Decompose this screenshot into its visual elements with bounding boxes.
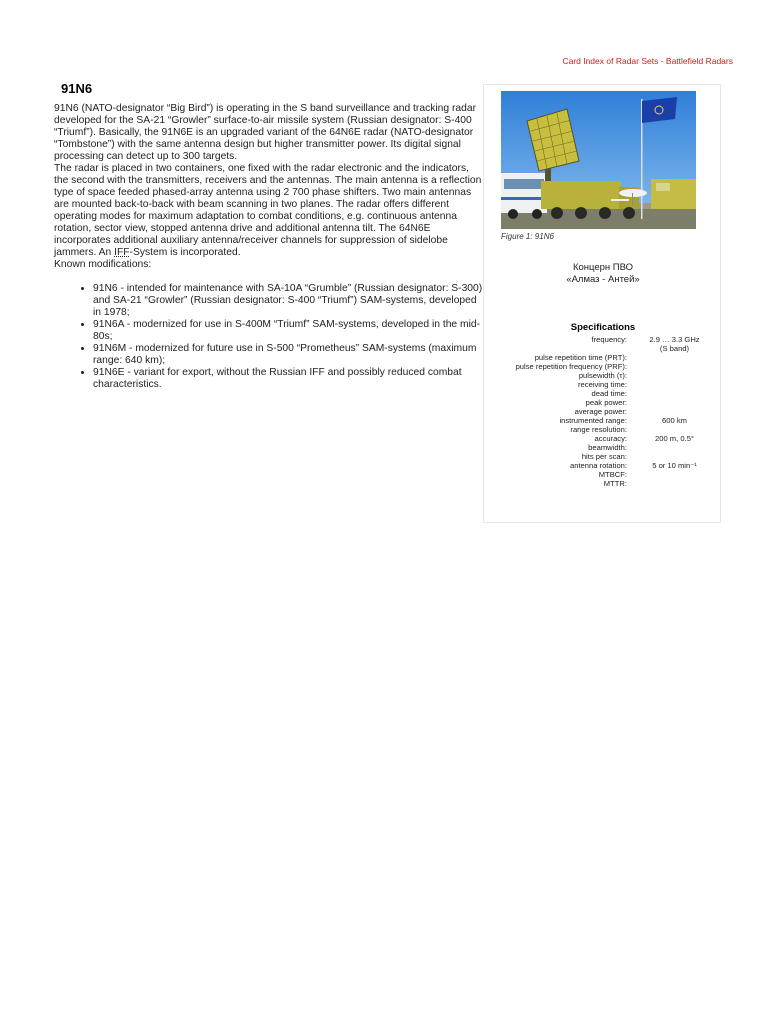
table-row xyxy=(484,335,722,353)
radar-photo-image xyxy=(501,91,696,229)
spec-value xyxy=(627,470,722,479)
spec-value xyxy=(627,389,722,398)
spec-value xyxy=(627,398,722,407)
table-row xyxy=(484,362,722,371)
spec-label: pulse repetition frequency (PRF): xyxy=(515,362,627,371)
spec-label: instrumented range: xyxy=(559,416,627,425)
table-row xyxy=(484,443,722,452)
spec-value xyxy=(627,353,722,362)
spec-label: pulse repetition time (PRT): xyxy=(534,353,627,362)
specs-sidebar xyxy=(483,84,721,523)
spec-label: frequency: xyxy=(591,335,627,344)
list-item: • 91N6E - variant for export, without the Russian IFF and possibly reduced combat characteristics. xyxy=(93,367,484,391)
spec-value: 200 m, 0.5° xyxy=(655,434,694,443)
description-tail: -System is incorporated. xyxy=(129,247,241,258)
spec-label: MTTR: xyxy=(603,479,627,488)
spec-value xyxy=(627,371,722,380)
table-row xyxy=(484,353,722,362)
spec-label: peak power: xyxy=(585,398,627,407)
intro-paragraph: 91N6 (NATO-designator “Big Bird”) is operating in the S band surveillance and tracking radar developed for the SA-21 “Growler” surface-to-air missile system (Russian designator: S-400 “Triumf”). Basically, the 91N6E is an upgraded variant of the 64N6E radar (NATO-designator “Tombstone”) with the same antenna design but higher transmitter power. Its digital signal processing can detect up to 300 targets. xyxy=(54,103,477,162)
iff-abbreviation: IFF xyxy=(114,247,130,258)
list-item: • 91N6A - modernized for use in S-400M “Triumf” SAM-systems, developed in the mid-80s; xyxy=(93,319,484,343)
spec-label: dead time: xyxy=(591,389,627,398)
modifications-label: Known modifications: xyxy=(54,259,152,270)
spec-value xyxy=(627,479,722,488)
specifications-heading: Specifications xyxy=(570,322,636,333)
table-row xyxy=(484,452,722,461)
table-row xyxy=(484,425,722,434)
breadcrumb-link[interactable]: Card Index of Radar Sets - Battlefield Radars xyxy=(562,56,733,66)
spec-value xyxy=(627,380,722,389)
table-row xyxy=(484,398,722,407)
list-item: • 91N6M - modernized for future use in S-500 “Prometheus” SAM-systems (maximum range: 640 km); xyxy=(93,343,484,367)
manufacturer xyxy=(484,262,722,286)
figure-caption: Figure 1: 91N6 xyxy=(501,232,554,241)
spec-label: hits per scan: xyxy=(581,452,627,461)
spec-label: beamwidth: xyxy=(588,443,627,452)
table-row xyxy=(484,470,722,479)
modifications-list xyxy=(54,283,484,391)
spec-value: 5 or 10 min⁻¹ xyxy=(652,461,697,470)
specifications-table xyxy=(484,335,722,488)
spec-label: accuracy: xyxy=(594,434,627,443)
description-paragraph xyxy=(54,163,484,259)
spec-value xyxy=(627,452,722,461)
spec-value xyxy=(627,407,722,416)
spec-value xyxy=(627,443,722,452)
table-row xyxy=(484,371,722,380)
spec-label: antenna rotation: xyxy=(570,461,627,470)
spec-value: 600 km xyxy=(662,416,687,425)
table-row xyxy=(484,416,722,425)
table-row xyxy=(484,434,722,443)
article-body xyxy=(54,103,484,391)
manufacturer-line: Концерн ПВО xyxy=(572,262,634,273)
table-row xyxy=(484,389,722,398)
manufacturer-line: «Алмаз - Антей» xyxy=(566,274,640,285)
table-row xyxy=(484,479,722,488)
spec-value xyxy=(627,425,722,434)
description-text: The radar is placed in two containers, one fixed with the radar electronic and the indicators, the second with the transmitters, receivers and the antennas. The main antenna is a reflection type of space feeded phased-array antenna using 2 700 phase shifters. Two main antennas are mounted back-to-back with beam scanning in two planes. The radar offers different operating modes for maximum adaptation to combat conditions, e.g. continuous antenna rotation, sector view, stopped antenna drive and additional antenna tilt. The 64N6E incorporates additional auxiliary antenna/receiver channels for suppression of sidelobe jammers. An xyxy=(54,163,482,258)
spec-label: MTBCF: xyxy=(598,470,627,479)
page-title: 91N6 xyxy=(61,81,93,96)
spec-label: pulsewidth (τ): xyxy=(578,371,627,380)
radar-photo[interactable] xyxy=(501,91,696,229)
table-row xyxy=(484,407,722,416)
table-row xyxy=(484,461,722,470)
table-row xyxy=(484,380,722,389)
spec-label: average power: xyxy=(574,407,627,416)
spec-label: range resolution: xyxy=(570,425,627,434)
list-item: • 91N6 - intended for maintenance with SA-10A “Grumble” (Russian designator: S-300) and SA-21 “Growler” (Russian designator: S-400 “Triumf”) SAM-systems, developed in 1978; xyxy=(93,283,484,319)
spec-value xyxy=(627,362,722,371)
spec-label: receiving time: xyxy=(578,380,627,389)
spec-value: 2.9 … 3.3 GHz (S band) xyxy=(649,335,700,353)
